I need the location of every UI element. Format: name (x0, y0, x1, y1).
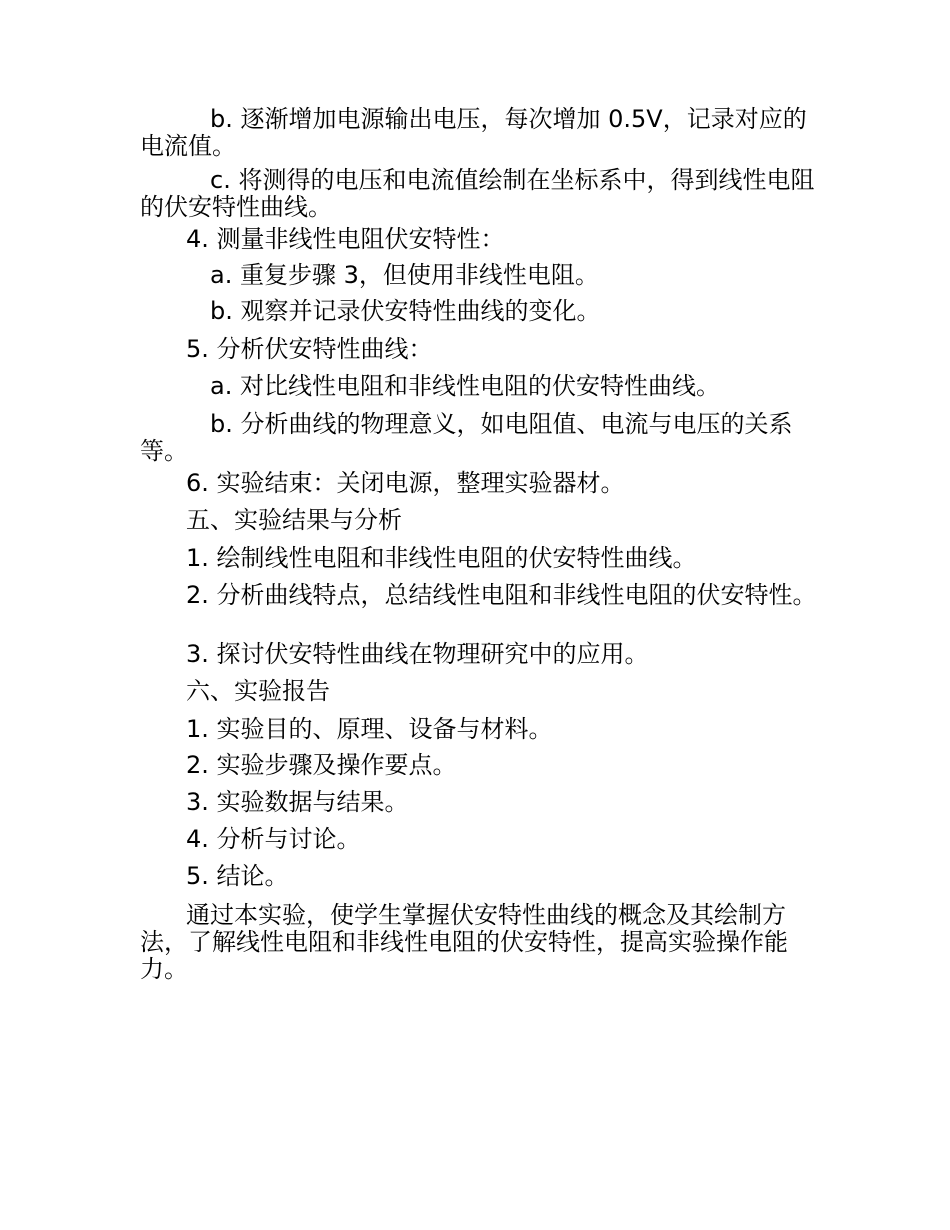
section-5-heading: 五、实验结果与分析 (186, 506, 402, 534)
step-4b-paragraph: b. 观察并记录伏安特性曲线的变化。 (210, 297, 601, 325)
report-2-paragraph: 2. 实验步骤及操作要点。 (186, 751, 457, 779)
result-2-paragraph: 2. 分析曲线特点，总结线性电阻和非线性电阻的伏安特性。 (186, 581, 817, 609)
section-6-heading: 六、实验报告 (186, 677, 330, 705)
report-4-paragraph: 4. 分析与讨论。 (186, 825, 361, 853)
step-6-paragraph: 6. 实验结束：关闭电源，整理实验器材。 (186, 469, 625, 497)
step-5a-paragraph: a. 对比线性电阻和非线性电阻的伏安特性曲线。 (210, 372, 720, 400)
result-1-paragraph: 1. 绘制线性电阻和非线性电阻的伏安特性曲线。 (186, 544, 697, 572)
step-5b-paragraph: b. 分析曲线的物理意义，如电阻值、电流与电压的关系等。 (140, 410, 793, 465)
report-3-paragraph: 3. 实验数据与结果。 (186, 788, 409, 816)
step-3b-paragraph: b. 逐渐增加电源输出电压，每次增加 0.5V，记录对应的电流值。 (140, 105, 807, 160)
step-5-heading: 5. 分析伏安特性曲线： (186, 335, 433, 363)
step-4-heading: 4. 测量非线性电阻伏安特性： (186, 225, 505, 253)
report-5-paragraph: 5. 结论。 (186, 862, 289, 890)
conclusion-paragraph: 通过本实验，使学生掌握伏安特性曲线的概念及其绘制方法，了解线性电阻和非线性电阻的伏安特性，提高实验操作能力。 (140, 901, 788, 983)
report-1-paragraph: 1. 实验目的、原理、设备与材料。 (186, 715, 553, 743)
step-3c-paragraph: c. 将测得的电压和电流值绘制在坐标系中，得到线性电阻的伏安特性曲线。 (140, 166, 815, 221)
step-4a-paragraph: a. 重复步骤 3，但使用非线性电阻。 (210, 261, 599, 289)
result-3-paragraph: 3. 探讨伏安特性曲线在物理研究中的应用。 (186, 640, 649, 668)
